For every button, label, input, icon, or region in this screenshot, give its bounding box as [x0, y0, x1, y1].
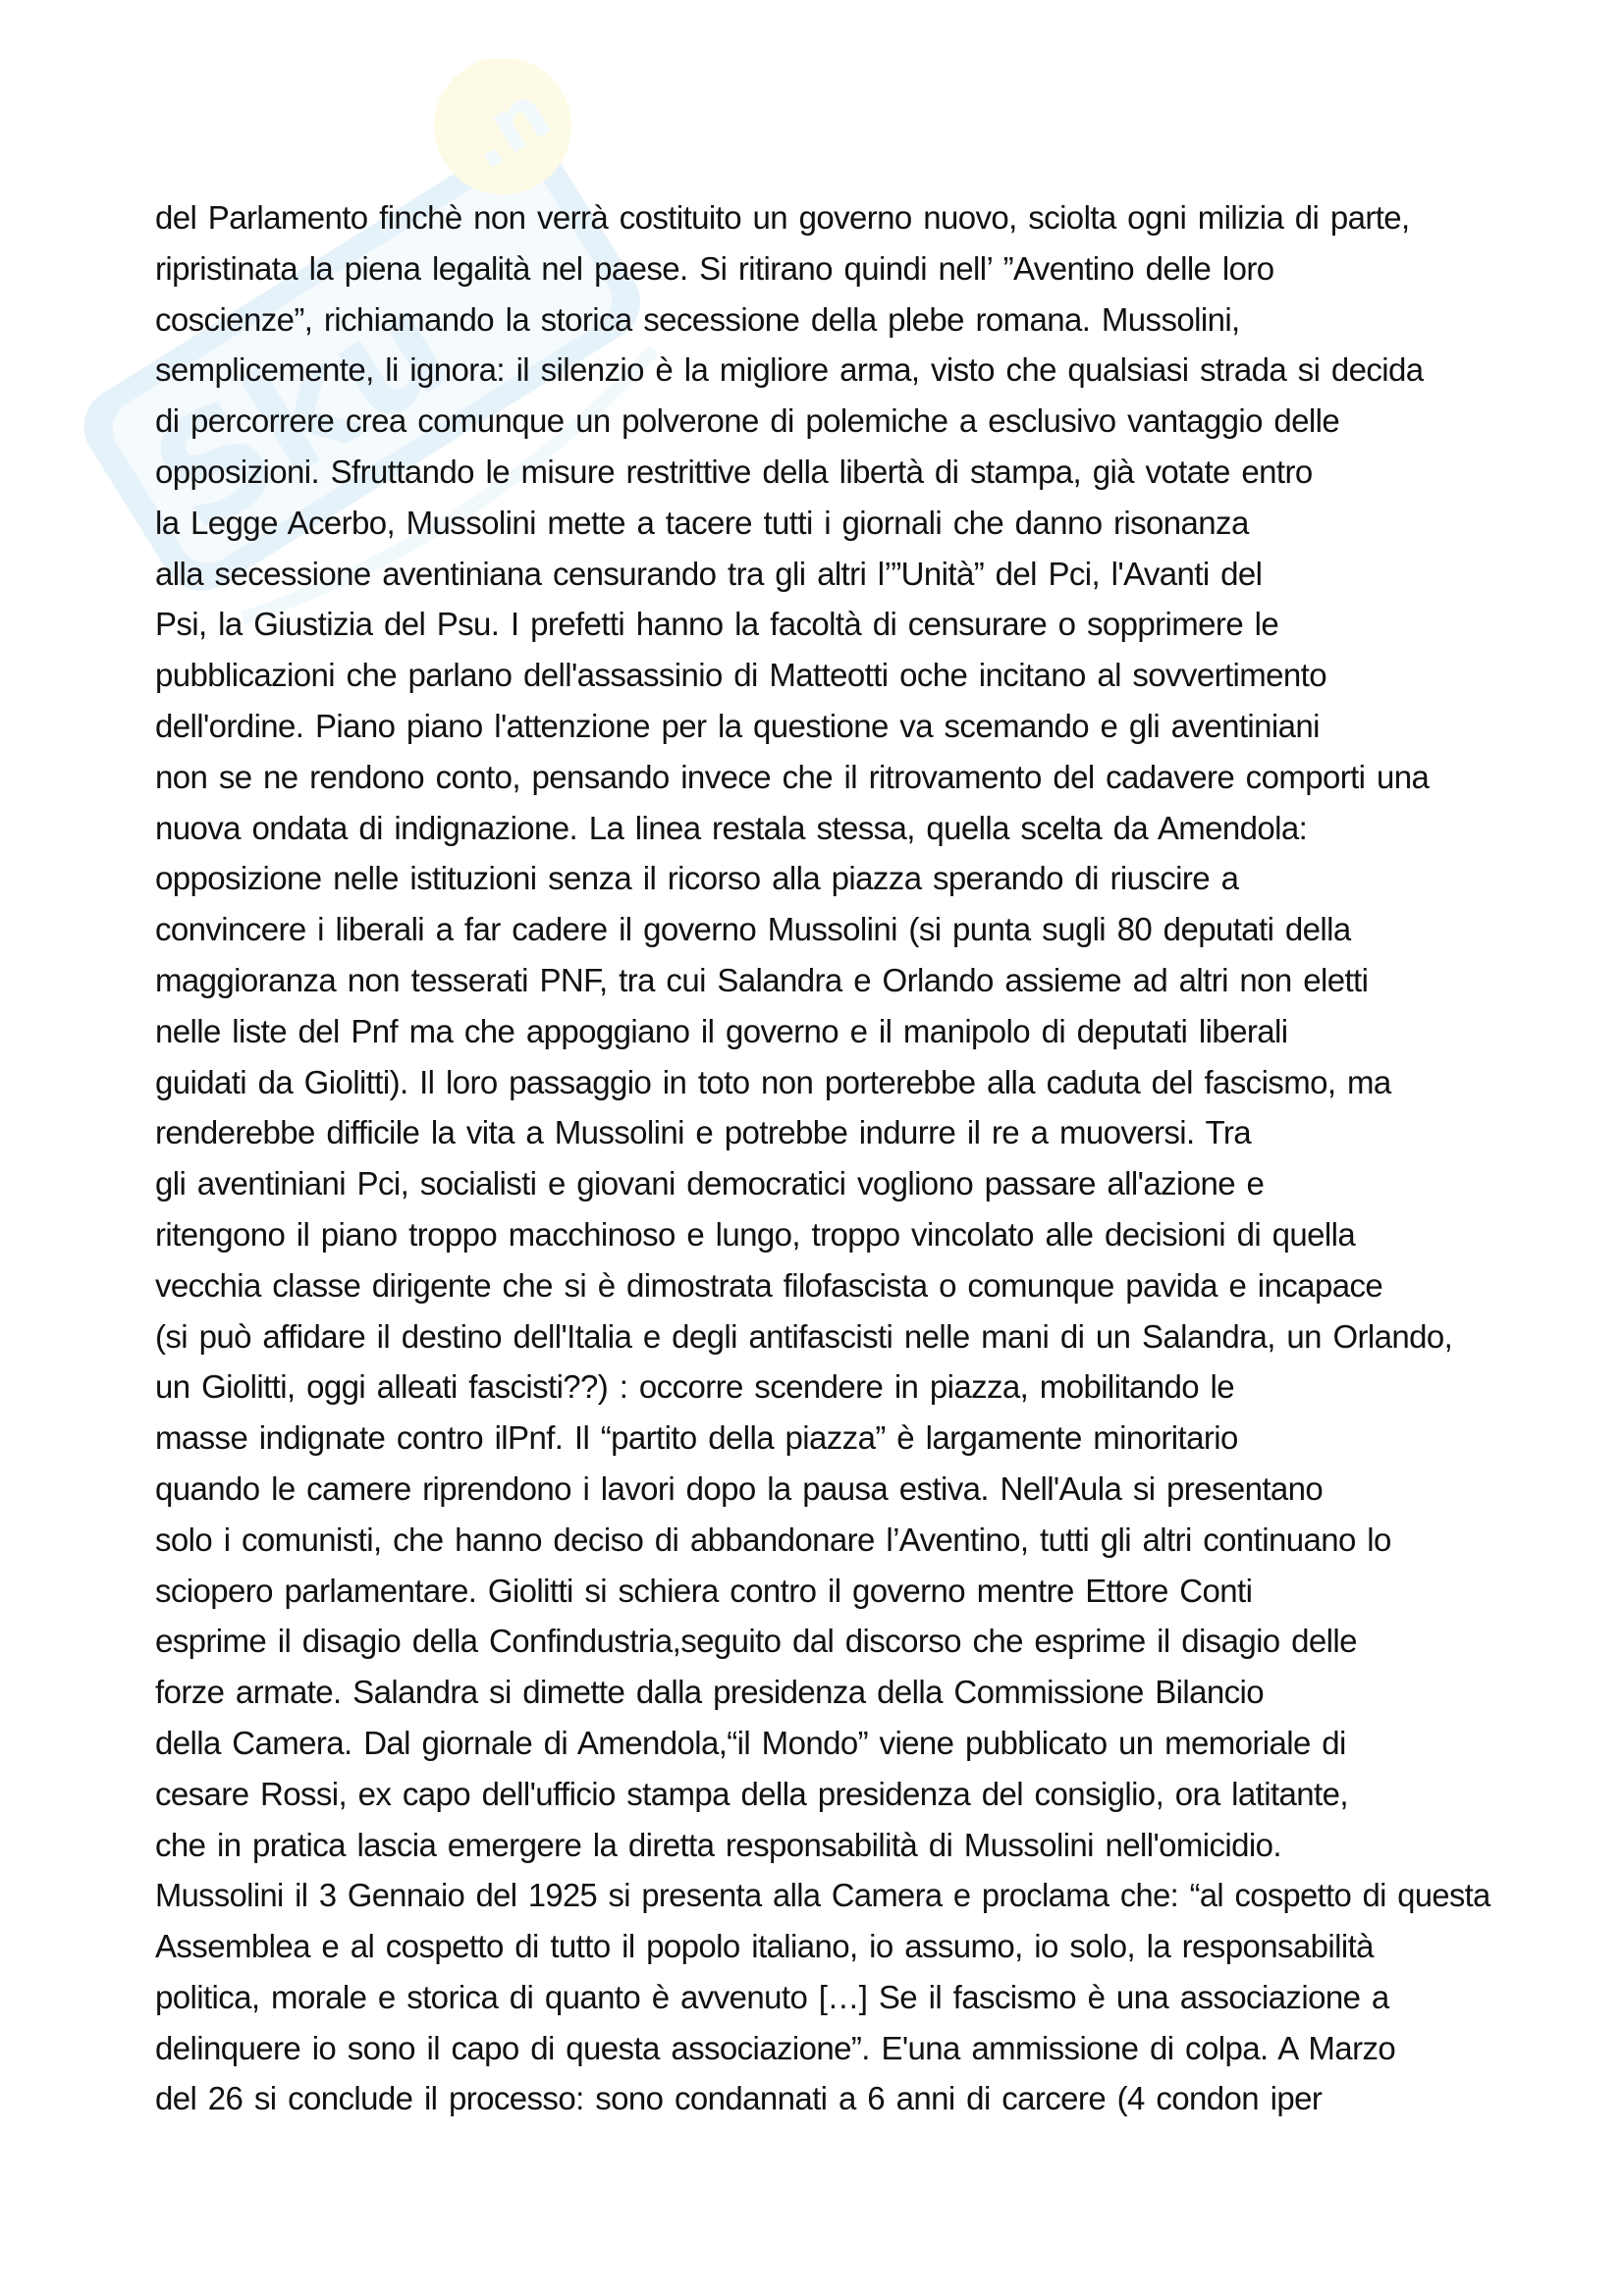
- text-line: Mussolini il 3 Gennaio del 1925 si presenta alla Camera e proclama che: “al cospetto di questa: [155, 1877, 1490, 1914]
- text-line: alla secessione aventiniana censurando tra gli altri l’”Unità” del Pci, l'Avanti del: [155, 555, 1263, 592]
- text-line: del 26 si conclude il processo: sono condannati a 6 anni di carcere (4 condon iper: [155, 2080, 1323, 2117]
- text-line: quando le camere riprendono i lavori dopo la pausa estiva. Nell'Aula si presentano: [155, 1469, 1324, 1507]
- text-line: la Legge Acerbo, Mussolini mette a tacere tutti i giornali che danno risonanza: [155, 504, 1249, 541]
- text-line: politica, morale e storica di quanto è avvenuto […] Se il fascismo è una associazione a: [155, 1978, 1389, 2015]
- text-line: Assemblea e al cospetto di tutto il popolo italiano, io assumo, io solo, la responsabilità: [155, 1928, 1374, 1965]
- text-line: coscienze”, richiamando la storica secessione della plebe romana. Mussolini,: [155, 300, 1240, 338]
- text-line: un Giolitti, oggi alleati fascisti??) : occorre scendere in piazza, mobilitando le: [155, 1368, 1235, 1406]
- text-line: solo i comunisti, che hanno deciso di abbandonare l’Aventino, tutti gli altri continuano lo: [155, 1521, 1391, 1558]
- text-line: nelle liste del Pnf ma che appoggiano il governo e il manipolo di deputati liberali: [155, 1012, 1288, 1049]
- text-line: delinquere io sono il capo di questa associazione”. E'una ammissione di colpa. A Marzo: [155, 2029, 1396, 2066]
- text-line: pubblicazioni che parlano dell'assassinio di Matteotti oche incitano al sovvertimento: [155, 657, 1326, 694]
- text-line: gli aventiniani Pci, socialisti e giovani democratici vogliono passare all'azione e: [155, 1165, 1265, 1202]
- text-line: dell'ordine. Piano piano l'attenzione per la questione va scemando e gli aventiniani: [155, 707, 1320, 744]
- text-line: della Camera. Dal giornale di Amendola,“il Mondo” viene pubblicato un memoriale di: [155, 1724, 1346, 1761]
- text-line: convincere i liberali a far cadere il governo Mussolini (si punta sugli 80 deputati della: [155, 911, 1351, 948]
- svg-text:.n: .n: [448, 68, 567, 188]
- document-body: [155, 192, 1490, 2124]
- text-line: guidati da Giolitti). Il loro passaggio in toto non porterebbe alla caduta del fascismo, ma: [155, 1063, 1391, 1100]
- text-line: maggioranza non tesserati PNF, tra cui Salandra e Orlando assieme ad altri non eletti: [155, 961, 1369, 998]
- text-line: ritengono il piano troppo macchinoso e lungo, troppo vincolato alle decisioni di quella: [155, 1215, 1356, 1253]
- text-line: esprime il disagio della Confindustria,seguito dal discorso che esprime il disagio delle: [155, 1623, 1357, 1660]
- text-line: del Parlamento finchè non verrà costituito un governo nuovo, sciolta ogni milizia di parte,: [155, 199, 1410, 236]
- text-line: opposizioni. Sfruttando le misure restrittive della libertà di stampa, già votate entro: [155, 453, 1313, 490]
- text-line: vecchia classe dirigente che si è dimostrata filofascista o comunque pavida e incapace: [155, 1266, 1383, 1304]
- text-line: sciopero parlamentare. Giolitti si schiera contro il governo mentre Ettore Conti: [155, 1572, 1253, 1609]
- text-line: forze armate. Salandra si dimette dalla presidenza della Commissione Bilancio: [155, 1674, 1265, 1711]
- text-line: non se ne rendono conto, pensando invece che il ritrovamento del cadavere comporti una: [155, 758, 1430, 795]
- text-line: che in pratica lascia emergere la diretta responsabilità di Mussolini nell'omicidio.: [155, 1826, 1281, 1863]
- text-line: opposizione nelle istituzioni senza il ricorso alla piazza sperando di riuscire a: [155, 860, 1239, 897]
- text-line: semplicemente, li ignora: il silenzio è la migliore arma, visto che qualsiasi strada si decida: [155, 351, 1424, 389]
- text-line: ripristinata la piena legalità nel paese. Si ritirano quindi nell’ ”Aventino delle loro: [155, 249, 1274, 287]
- text-line: Psi, la Giustizia del Psu. I prefetti hanno la facoltà di censurare o sopprimere le: [155, 606, 1279, 643]
- text-line: masse indignate contro ilPnf. Il “partito della piazza” è largamente minoritario: [155, 1419, 1238, 1457]
- text-line: (si può affidare il destino dell'Italia e degli antifascisti nelle mani di un Salandra, un Orlando,: [155, 1317, 1453, 1355]
- text-line: renderebbe difficile la vita a Mussolini e potrebbe indurre il re a muoversi. Tra: [155, 1114, 1252, 1151]
- text-line: cesare Rossi, ex capo dell'ufficio stampa della presidenza del consiglio, ora latitante,: [155, 1775, 1348, 1812]
- svg-text:Sku: Sku: [126, 257, 479, 567]
- text-line: di percorrere crea comunque un polverone di polemiche a esclusivo vantaggio delle: [155, 402, 1340, 440]
- text-line: nuova ondata di indignazione. La linea restala stessa, quella scelta da Amendola:: [155, 809, 1308, 846]
